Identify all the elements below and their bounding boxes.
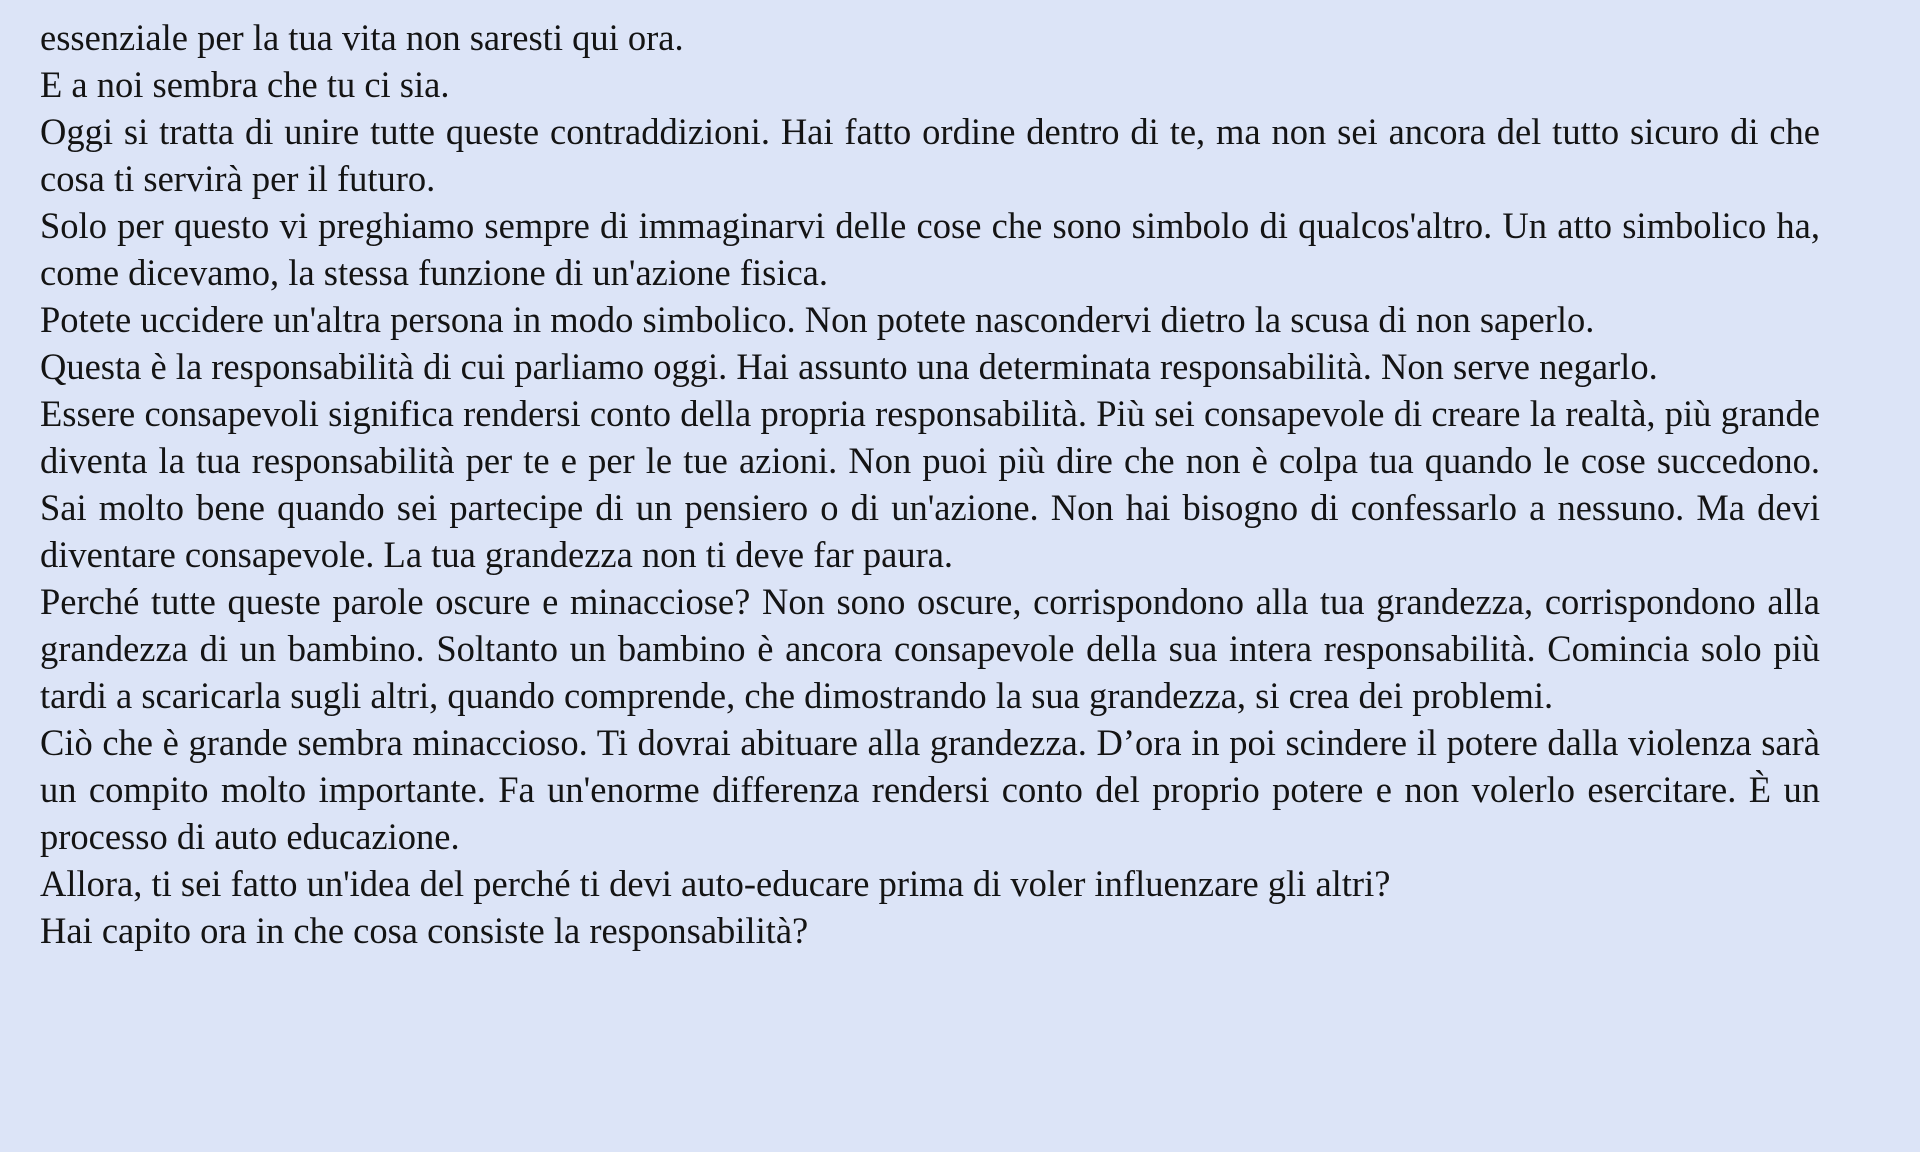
paragraph: Oggi si tratta di unire tutte queste contraddizioni. Hai fatto ordine dentro di te, ma non sei ancora del tutto sicuro di che cosa ti servirà per il futuro.	[40, 111, 1820, 199]
paragraph: Potete uccidere un'altra persona in modo simbolico. Non potete nascondervi dietro la scusa di non saperlo.	[40, 299, 1595, 340]
paragraph: Essere consapevoli significa rendersi conto della propria responsabilità. Più sei consapevole di creare la realtà, più grande diventa la tua responsabilità per te e per le tue azioni. Non puoi più dire che non è colpa tua quando le cose succedono. Sai molto bene quando sei partecipe di un pensiero o di un'azione. Non hai bisogno di confessarlo a nessuno. Ma devi diventare consapevole. La tua grandezza non ti deve far paura.	[40, 393, 1820, 575]
paragraph: Allora, ti sei fatto un'idea del perché ti devi auto-educare prima di voler influenzare gli altri?	[40, 863, 1391, 904]
paragraph: Solo per questo vi preghiamo sempre di immaginarvi delle cose che sono simbolo di qualcos'altro. Un atto simbolico ha, come dicevamo, la stessa funzione di un'azione fisica.	[40, 205, 1820, 293]
paragraph: Questa è la responsabilità di cui parliamo oggi. Hai assunto una determinata responsabilità. Non serve negarlo.	[40, 346, 1658, 387]
document-body	[40, 14, 1820, 954]
paragraph: Perché tutte queste parole oscure e minacciose? Non sono oscure, corrispondono alla tua grandezza, corrispondono alla grandezza di un bambino. Soltanto un bambino è ancora consapevole della sua intera responsabilità. Comincia solo più tardi a scaricarla sugli altri, quando comprende, che dimostrando la sua grandezza, si crea dei problemi.	[40, 581, 1820, 716]
paragraph: Ciò che è grande sembra minaccioso. Ti dovrai abituare alla grandezza. D’ora in poi scindere il potere dalla violenza sarà un compito molto importante. Fa un'enorme differenza rendersi conto del proprio potere e non volerlo esercitare. È un processo di auto educazione.	[40, 722, 1820, 857]
paragraph: E a noi sembra che tu ci sia.	[40, 64, 450, 105]
paragraph: essenziale per la tua vita non saresti qui ora.	[40, 17, 684, 58]
paragraph: Hai capito ora in che cosa consiste la responsabilità?	[40, 910, 809, 951]
